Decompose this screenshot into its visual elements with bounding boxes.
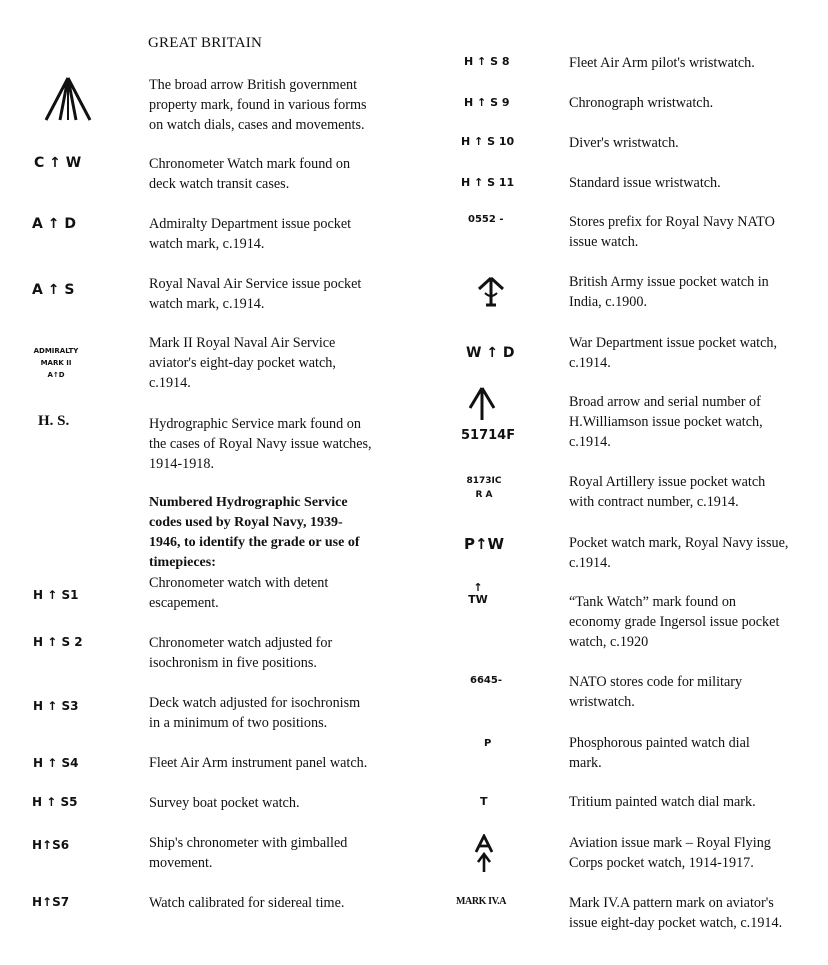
entry-description: Admiralty Department issue pocket watch mark, c.1914. <box>149 216 352 252</box>
entry-description: Mark II Royal Naval Air Service aviator's eight-day pocket watch, c.1914. <box>149 335 336 391</box>
mark-label: H ↑ S 9 <box>464 96 510 109</box>
mark-label: 6645- <box>470 675 502 686</box>
mark-label: H ↑ S 8 <box>464 55 510 68</box>
entry-description: Deck watch adjusted for isochronism in a minimum of two positions. <box>149 695 361 731</box>
mark-label: MARK IV.A <box>456 896 507 907</box>
entry-description: Aviation issue mark – Royal Flying Corps pocket watch, 1914-1917. <box>569 835 771 871</box>
entry-description: Diver's wristwatch. <box>569 135 679 151</box>
mark-label: H ↑ S5 <box>32 795 78 809</box>
mark-label: 0552 - <box>468 214 504 225</box>
entry-description: Broad arrow and serial number of H.Williamson issue pocket watch, c.1914. <box>569 394 763 450</box>
entry-description: Chronograph wristwatch. <box>569 95 714 111</box>
mark-label: H ↑ S 10 <box>461 135 515 148</box>
mark-label: T <box>480 795 488 808</box>
mark-label: H ↑ S 2 <box>33 635 83 649</box>
entry-description: Chronometer watch with detent escapement. <box>149 575 329 611</box>
mark-label: H ↑ S3 <box>33 699 79 713</box>
entry-description: NATO stores code for military wristwatch. <box>569 674 743 710</box>
entry-description: Royal Naval Air Service issue pocket watch mark, c.1914. <box>149 276 362 312</box>
admiralty-mark: ADMIRALTY MARK II A↑D <box>33 347 79 379</box>
entry-description: Pocket watch mark, Royal Navy issue, c.1914. <box>569 535 789 571</box>
entry-description: Stores prefix for Royal Navy NATO issue watch. <box>569 214 775 250</box>
mark-label: P↑W <box>464 535 505 553</box>
broad-arrow-serial-icon <box>466 386 498 420</box>
entry-description: Survey boat pocket watch. <box>149 795 300 811</box>
mark-label: W ↑ D <box>466 345 515 361</box>
mark-label: H↑S7 <box>32 895 70 909</box>
royal-artillery-mark: 8173IC R A <box>466 476 502 500</box>
entry-description: Fleet Air Arm instrument panel watch. <box>149 755 368 771</box>
tank-watch-mark: ↑ TW <box>468 581 488 606</box>
mark-label: A ↑ S <box>32 282 75 298</box>
mark-label: A ↑ D <box>32 216 76 232</box>
mark-label: H ↑ S 11 <box>461 176 515 189</box>
mark-label: H↑S6 <box>32 838 70 852</box>
mark-label: H ↑ S1 <box>33 588 79 602</box>
serial-number-label: 51714F <box>461 428 516 443</box>
entry-description: Fleet Air Arm pilot's wristwatch. <box>569 55 755 71</box>
mark-label: C ↑ W <box>34 155 82 171</box>
entry-description: Phosphorous painted watch dial mark. <box>569 735 750 771</box>
entry-description: Chronometer watch adjusted for isochronism in five positions. <box>149 635 333 671</box>
aviation-arrow-icon <box>473 834 495 874</box>
entry-description: British Army issue pocket watch in India, c.1900. <box>569 274 769 310</box>
entry-description: Chronometer Watch mark found on deck watch transit cases. <box>149 156 351 192</box>
broad-arrow-icon <box>42 76 94 124</box>
entry-description: Hydrographic Service mark found on the cases of Royal Navy issue watches, 1914-1918. <box>149 416 372 472</box>
entry-description: Standard issue wristwatch. <box>569 175 721 191</box>
mark-label: H ↑ S4 <box>33 756 79 770</box>
army-india-arrow-icon <box>476 275 506 309</box>
entry-description: War Department issue pocket watch, c.1914. <box>569 335 778 371</box>
entry-description: The broad arrow British government property mark, found in various forms on watch dials, cases and movements. <box>149 77 367 133</box>
entry-description: “Tank Watch” mark found on economy grade Ingersol issue pocket watch, c.1920 <box>569 594 780 650</box>
entry-description: Mark IV.A pattern mark on aviator's issue eight-day pocket watch, c.1914. <box>569 895 783 931</box>
mark-label: P <box>484 738 492 749</box>
entry-description: Tritium painted watch dial mark. <box>569 794 756 810</box>
entry-description: Royal Artillery issue pocket watch with contract number, c.1914. <box>569 474 766 510</box>
entry-description: Ship's chronometer with gimballed movement. <box>149 835 348 871</box>
entry-description: Watch calibrated for sidereal time. <box>149 895 345 911</box>
section-heading: GREAT BRITAIN <box>148 35 263 51</box>
codes-subheading: Numbered Hydrographic Service codes used by Royal Navy, 1939- 1946, to identify the grade or use of timepieces: <box>149 495 360 570</box>
mark-label: H. S. <box>38 413 70 429</box>
